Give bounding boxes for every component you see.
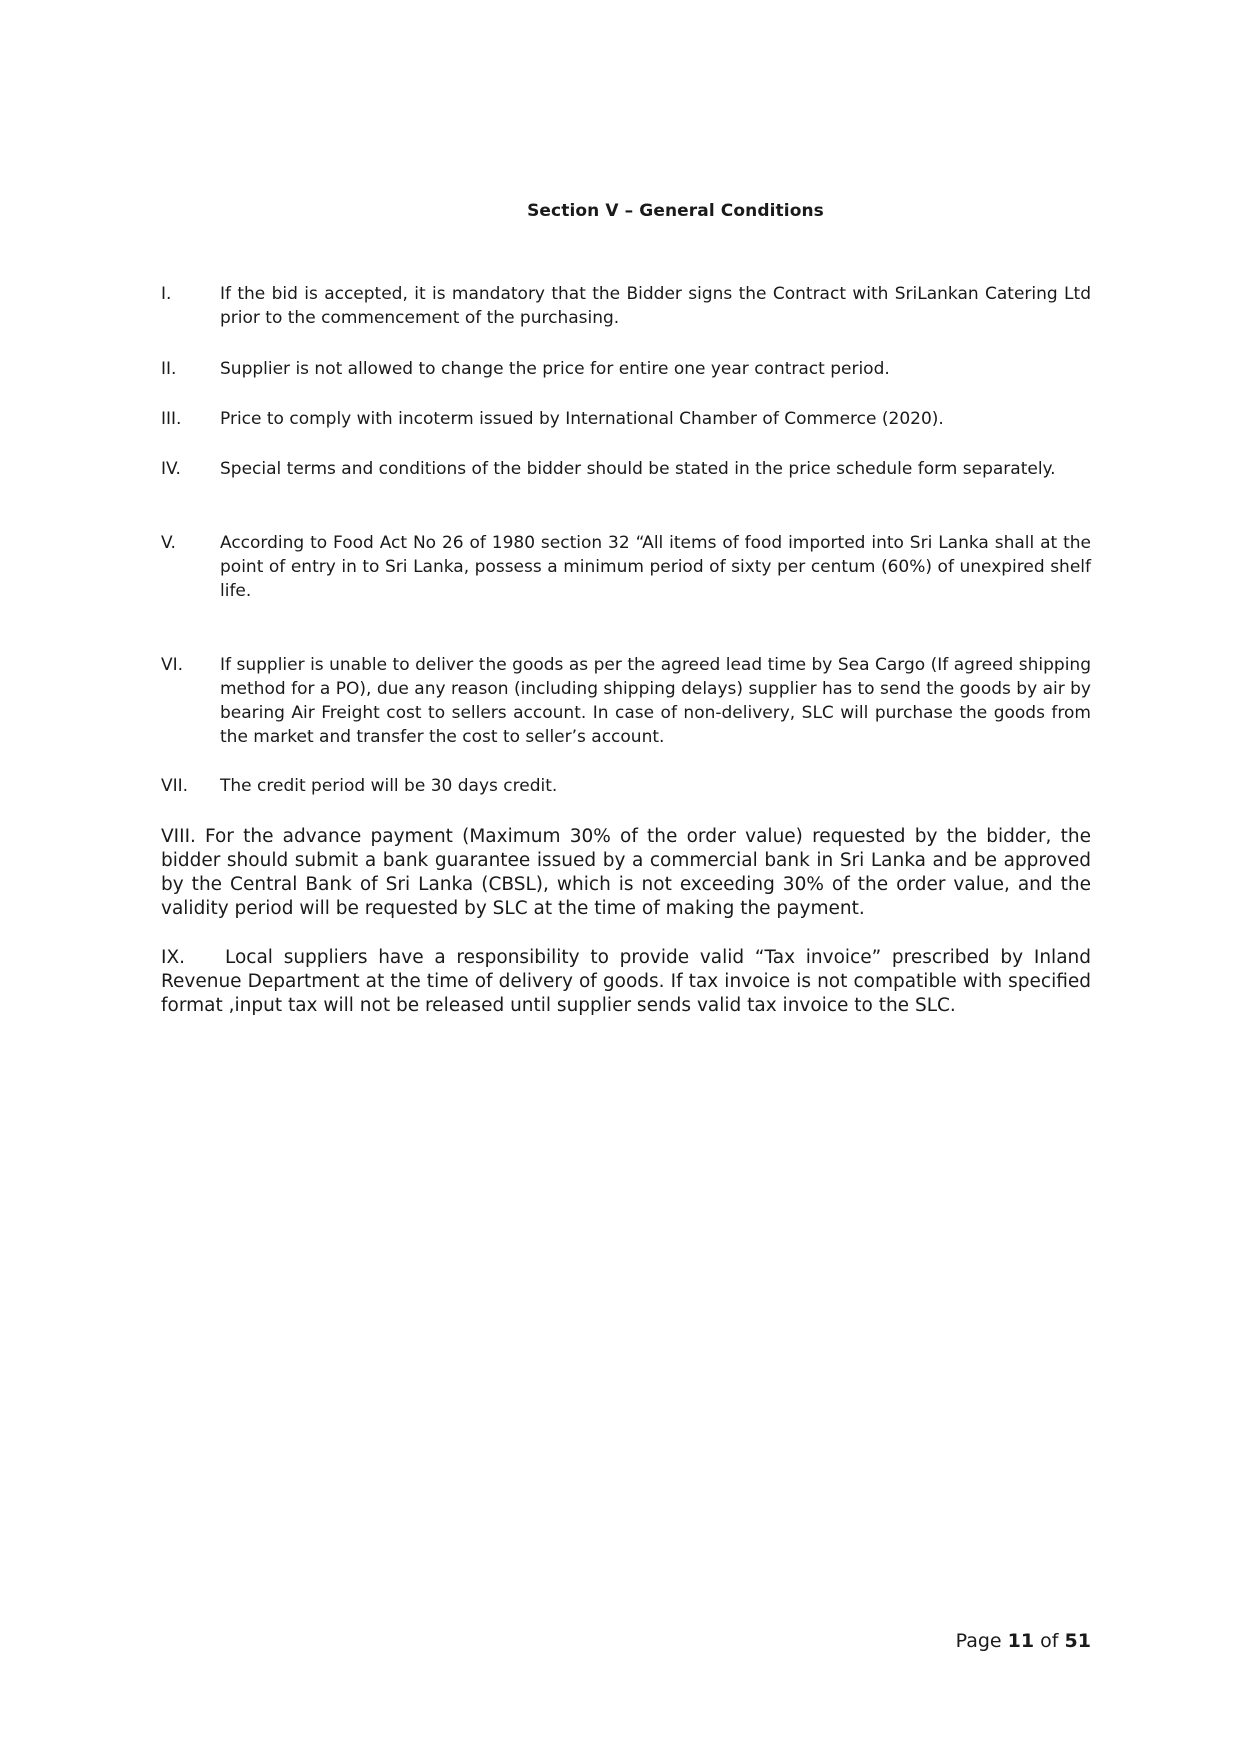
total-pages: 51 bbox=[1064, 1630, 1091, 1652]
page-word: Page bbox=[955, 1630, 1002, 1652]
condition-item-2 bbox=[161, 357, 1091, 381]
condition-item-4 bbox=[161, 457, 1091, 481]
condition-number: I. bbox=[161, 284, 172, 304]
condition-item-3 bbox=[161, 407, 1091, 431]
condition-item-5 bbox=[161, 531, 1091, 603]
condition-item-6 bbox=[161, 653, 1091, 749]
condition-number: VIII. bbox=[161, 826, 196, 847]
condition-text: Price to comply with incoterm issued by International Chamber of Commerce (2020). bbox=[220, 409, 944, 429]
condition-paragraph-9 bbox=[161, 946, 1091, 1018]
condition-number: VI. bbox=[161, 655, 184, 675]
condition-text: Local suppliers have a responsibility to provide valid “Tax invoice” prescribed by Inland Revenue Department at the time of delivery of goods. If tax invoice is not compatible with specified format ,input tax will not be released until supplier sends valid tax invoice to the SLC. bbox=[161, 947, 1091, 1016]
condition-text: Supplier is not allowed to change the price for entire one year contract period. bbox=[220, 359, 890, 379]
condition-number: IV. bbox=[161, 459, 181, 479]
condition-item-1 bbox=[161, 282, 1091, 330]
condition-text: If supplier is unable to deliver the goods as per the agreed lead time by Sea Cargo (If agreed shipping method for a PO), due any reason (including shipping delays) supplier has to send the goods by air by bearing Air Freight cost to sellers account. In case of non-delivery, SLC will purchase the goods from the market and transfer the cost to seller’s account. bbox=[220, 655, 1091, 747]
condition-item-7 bbox=[161, 774, 1091, 798]
condition-number: II. bbox=[161, 359, 177, 379]
condition-number: III. bbox=[161, 409, 182, 429]
section-title: Section V – General Conditions bbox=[527, 201, 824, 221]
of-word: of bbox=[1040, 1630, 1059, 1652]
condition-number: IX. bbox=[161, 947, 186, 968]
condition-text: If the bid is accepted, it is mandatory that the Bidder signs the Contract with SriLankan Catering Ltd prior to the commencement of the purchasing. bbox=[220, 284, 1091, 328]
condition-paragraph-8 bbox=[161, 825, 1091, 921]
condition-text: For the advance payment (Maximum 30% of the order value) requested by the bidder, the bidder should submit a bank guarantee issued by a commercial bank in Sri Lanka and be approved by the Central Bank of Sri Lanka (CBSL), which is not exceeding 30% of the order value, and the validity period will be requested by SLC at the time of making the payment. bbox=[161, 826, 1091, 919]
condition-text: Special terms and conditions of the bidder should be stated in the price schedule form separately. bbox=[220, 459, 1056, 479]
condition-number: VII. bbox=[161, 776, 189, 796]
condition-text: According to Food Act No 26 of 1980 section 32 “All items of food imported into Sri Lanka shall at the point of entry in to Sri Lanka, possess a minimum period of sixty per centum (60%) of unexpired shelf life. bbox=[220, 533, 1091, 601]
condition-number: V. bbox=[161, 533, 176, 553]
current-page: 11 bbox=[1007, 1630, 1035, 1652]
page-number bbox=[956, 1630, 1091, 1652]
condition-text: The credit period will be 30 days credit. bbox=[220, 776, 558, 796]
